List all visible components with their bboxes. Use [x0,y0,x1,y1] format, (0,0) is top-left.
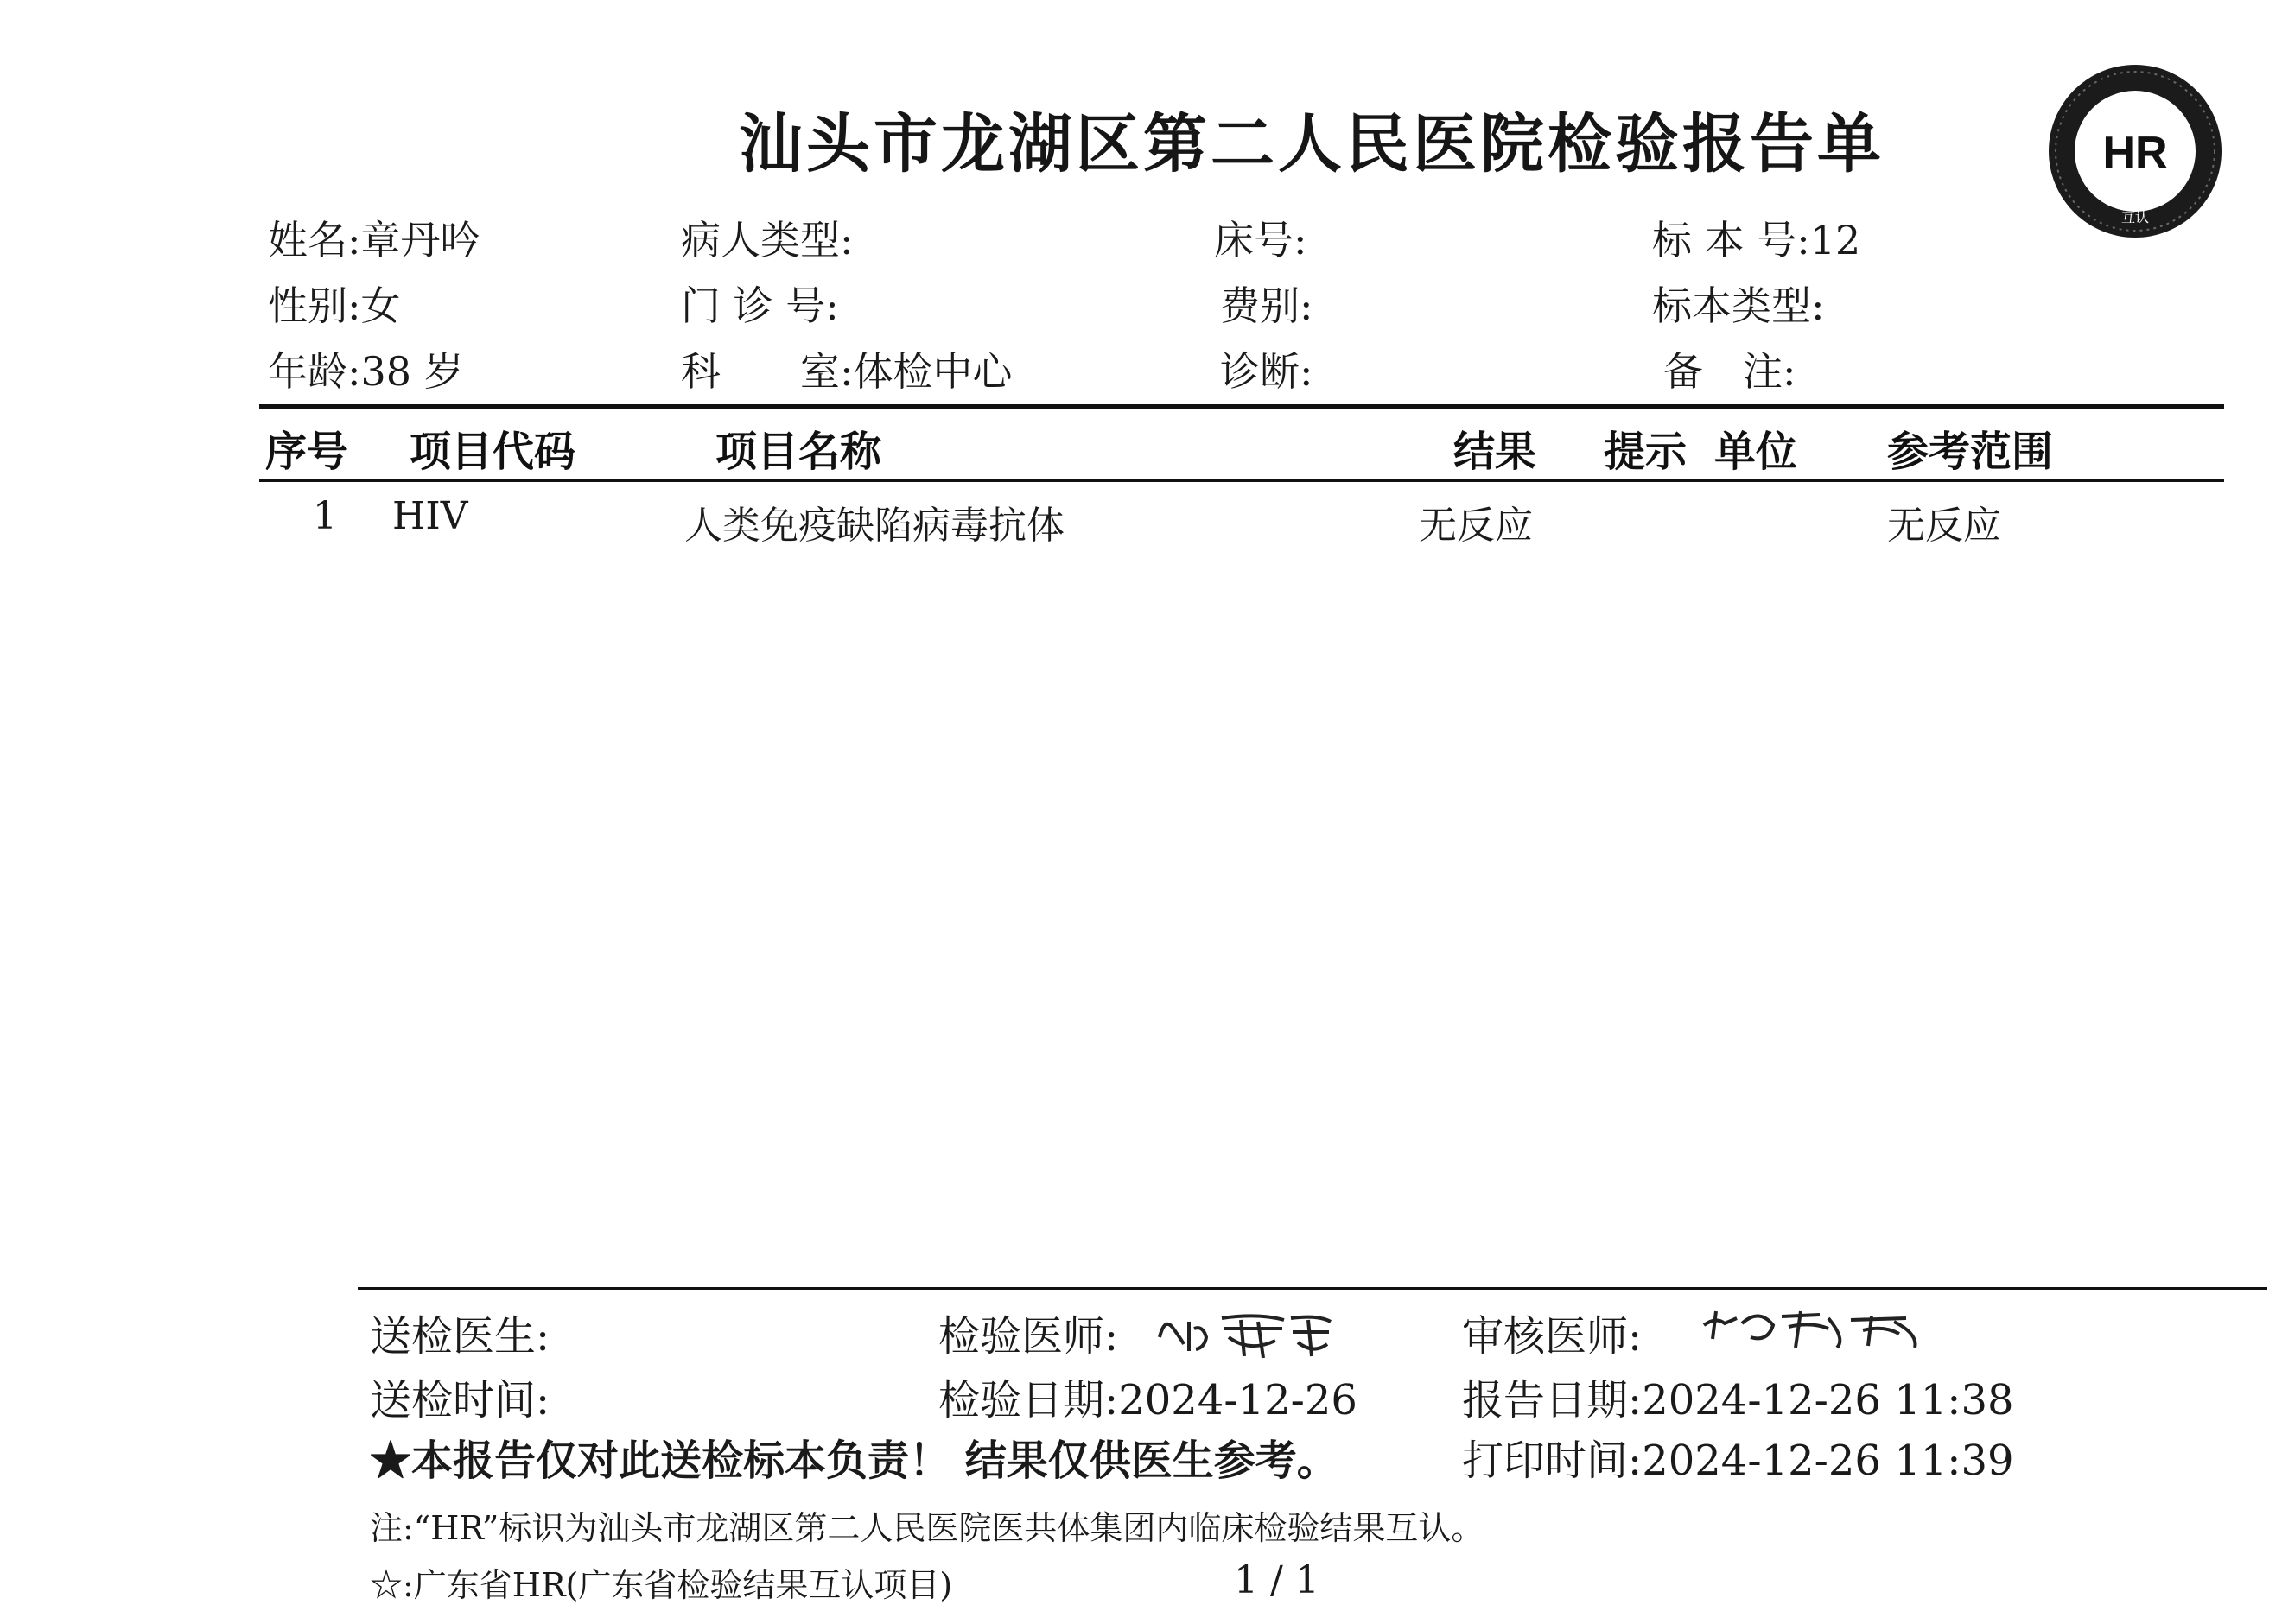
clinic-no-field [681,275,839,332]
sex-label: 性别: [268,282,361,329]
sample-type-field [1652,275,1825,332]
sex-field [268,275,401,332]
age-label: 年龄: [268,348,361,395]
header-range: 参考范围 [1887,428,2054,476]
sex-value: 女 [360,282,401,329]
name-value: 章丹吟 [360,217,480,263]
bed-field [1214,209,1307,266]
department-field [681,340,1013,397]
report-date-field [1462,1367,2014,1426]
sender-time-label: 送检时间: [370,1376,550,1424]
report-date-value: 2024-12-26 11:38 [1642,1376,2014,1424]
print-time-value: 2024-12-26 11:39 [1642,1437,2014,1485]
sample-no-label: 标 本 号: [1652,217,1810,263]
table-header-rule [259,479,2224,482]
review-doctor-signature [1699,1299,1923,1354]
hr-note: 注:“HR”标识为汕头市龙湖区第二人民医院医共体集团内临床检验结果互认。 [370,1509,1484,1547]
age-value: 38 岁 [360,348,464,395]
stamp-text: HR [2102,128,2168,178]
sample-no-value: 12 [1809,217,1861,263]
department-label: 科 室: [681,348,854,395]
sender-time-field [370,1367,550,1426]
department-value: 体检中心 [853,348,1013,395]
lab-doctor-label: 检验医师: [938,1312,1119,1361]
row-range: 无反应 [1887,504,2001,548]
remark-label: 备 注: [1663,348,1796,395]
age-field [268,340,464,397]
bed-label: 床号: [1214,217,1307,263]
print-time-field [1462,1427,2014,1487]
row-result: 无反应 [1419,504,1533,548]
row-name: 人类免疫缺陷病毒抗体 [684,504,1065,548]
fee-type-label: 费别: [1220,282,1313,329]
report-date-label: 报告日期: [1462,1376,1643,1424]
name-label: 姓名: [268,217,361,263]
stamp-subtext: 互认 [2120,209,2150,225]
hr-mutual-recognition-stamp [2046,62,2224,240]
lab-date-value: 2024-12-26 [1118,1376,1357,1424]
sender-doctor-field [370,1303,550,1362]
header-code: 项目代码 [410,428,576,476]
fee-type-field [1220,275,1313,332]
header-result: 结果 [1453,428,1537,476]
diagnosis-label: 诊断: [1220,348,1313,395]
lab-doctor-signature [1154,1303,1336,1363]
header-unit: 单位 [1714,428,1798,476]
review-doctor-label: 审核医师: [1462,1312,1643,1361]
header-flag: 提示 [1604,428,1688,476]
page-number: 1 / 1 [1234,1558,1319,1602]
header-name: 项目名称 [715,428,882,476]
patient-type-field [681,209,854,266]
patient-type-label: 病人类型: [681,217,854,263]
lab-date-field [938,1367,1357,1426]
sample-no-field [1652,209,1860,266]
sender-doctor-label: 送检医生: [370,1312,550,1361]
report-title: 汕头市龙湖区第二人民医院检验报告单 [739,107,1885,181]
disclaimer: ★本报告仅对此送检标本负责！ 结果仅供医生参考。 [370,1437,1338,1485]
lab-date-label: 检验日期: [938,1376,1119,1424]
row-code: HIV [392,494,468,538]
name-field [268,209,480,266]
print-time-label: 打印时间: [1462,1437,1643,1485]
star-note: ☆:广东省HR(广东省检验结果互认项目) [370,1566,953,1604]
remark-field [1663,340,1796,397]
clinic-no-label: 门 诊 号: [681,282,839,329]
header-no: 序号 [265,428,349,476]
diagnosis-field [1220,340,1313,397]
footer-rule [358,1287,2267,1290]
sample-type-label: 标本类型: [1652,282,1825,329]
row-no: 1 [313,494,337,538]
table-top-rule [259,404,2224,409]
